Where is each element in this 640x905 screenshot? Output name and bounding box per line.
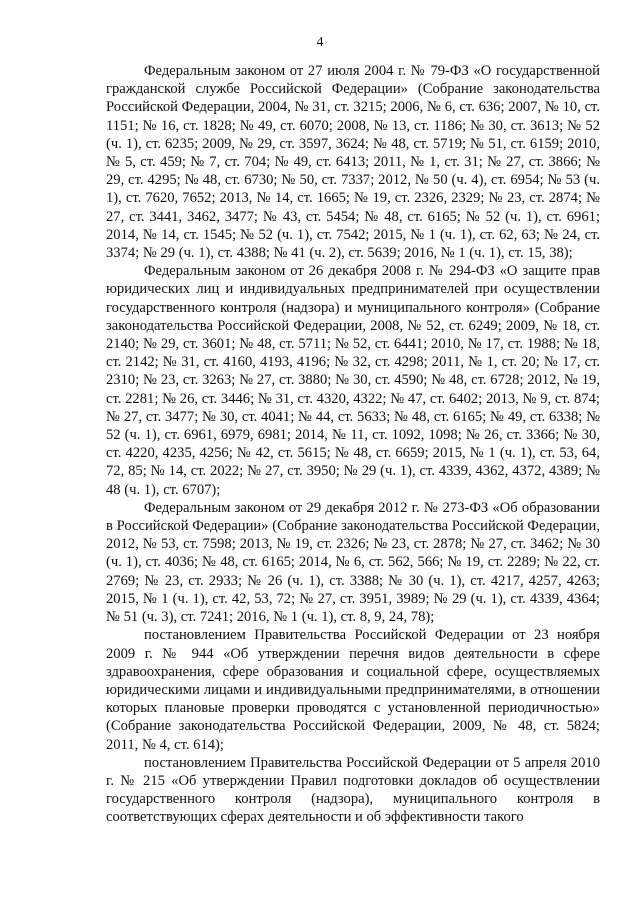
paragraph-federal-law-79fz: Федеральным законом от 27 июля 2004 г. № 79-ФЗ «О государственной гражданской службе Российской Федерации» (Собрание законодательства Российской Федерации, 2004, № 31, ст. 3215; 2006, № 6, ст. 636; 2007, № 10, ст. 1151; № 16, ст. 1828; № 49, ст. 6070; 2008, № 13, ст. 1186; № 30, ст. 3613; № 52 (ч. 1), ст. 6235; 2009, № 29, ст. 3597, 3624; № 48, ст. 5719; № 51, ст. 6159; 2010, № 5, ст. 459; № 7, ст. 704; № 49, ст. 6413; 2011, № 1, ст. 31; № 27, ст. 3866; № 29, ст. 4295; № 48, ст. 6730; № 50, ст. 7337; 2012, № 50 (ч. 4), ст. 6954; № 53 (ч. 1), ст. 7620, 7652; 2013, № 14, ст. 1665; № 19, ст. 2326, 2329; № 23, ст. 2874; № 27, ст. 3441, 3462, 3477; № 43, ст. 5454; № 48, ст. 6165; № 52 (ч. 1), ст. 6961; 2014, № 14, ст. 1545; № 52 (ч. 1), ст. 7542; 2015, № 1 (ч. 1), ст. 62, 63; № 24, ст. 3374; № 29 (ч. 1), ст. 4388; № 41 (ч. 2), ст. 5639; 2016, № 1 (ч. 1), ст. 15, 38); bbox=[106, 63, 600, 262]
paragraph-federal-law-273fz: Федеральным законом от 29 декабря 2012 г. № 273-ФЗ «Об образовании в Российской Федерации» (Собрание законодательства Российской Федерации, 2012, № 53, ст. 7598; 2013, № 19, ст. 2326; № 23, ст. 2878; № 27, ст. 3462; № 30 (ч. 1), ст. 4036; № 48, ст. 6165; 2014, № 6, ст. 562, 566; № 19, ст. 2289; № 22, ст. 2769; № 23, ст. 2933; № 26 (ч. 1), ст. 3388; № 30 (ч. 1), ст. 4217, 4257, 4263; 2015, № 1 (ч. 1), ст. 42, 53, 72; № 27, ст. 3951, 3989; № 29 (ч. 1), ст. 4339, 4364; № 51 (ч. 3), ст. 7241; 2016, № 1 (ч. 1), ст. 8, 9, 24, 78); bbox=[106, 499, 600, 626]
paragraph-federal-law-294fz: Федеральным законом от 26 декабря 2008 г. № 294-ФЗ «О защите прав юридических лиц и индивидуальных предпринимателей при осуществлении государственного контроля (надзора) и муниципального контроля» (Собрание законодательства Российской Федерации, 2008, № 52, ст. 6249; 2009, № 18, ст. 2140; № 29, ст. 3601; № 48, ст. 5711; № 52, ст. 6441; 2010, № 17, ст. 1988; № 18, ст. 2142; № 31, ст. 4160, 4193, 4196; № 32, ст. 4298; 2011, № 1, ст. 20; № 17, ст. 2310; № 23, ст. 3263; № 27, ст. 3880; № 30, ст. 4590; № 48, ст. 6728; 2012, № 19, ст. 2281; № 26, ст. 3446; № 31, ст. 4320, 4322; № 47, ст. 6402; 2013, № 9, ст. 874; № 27, ст. 3477; № 30, ст. 4041; № 44, ст. 5633; № 48, ст. 6165; № 49, ст. 6338; № 52 (ч. 1), ст. 6961, 6979, 6981; 2014, № 11, ст. 1092, 1098; № 26, ст. 3366; № 30, ст. 4220, 4235, 4256; № 42, ст. 5615; № 48, ст. 6659; 2015, № 1 (ч. 1), ст. 53, 64, 72, 85; № 14, ст. 2022; № 27, ст. 3950; № 29 (ч. 1), ст. 4339, 4362, 4372, 4389; № 48 (ч. 1), ст. 6707); bbox=[106, 263, 600, 498]
paragraph-government-decree-944: постановлением Правительства Российской Федерации от 23 ноября 2009 г. № 944 «Об утверждении перечня видов деятельности в сфере здравоохранения, сфере образования и социальной сфере, осуществляемых юридическими лицами и индивидуальными предпринимателями, в отношении которых плановые проверки проводятся с установленной периодичностью» (Собрание законодательства Российской Федерации, 2009, № 48, ст. 5824; 2011, № 4, ст. 614); bbox=[106, 627, 600, 753]
page-number: 4 bbox=[316, 35, 324, 50]
paragraph-government-decree-215: постановлением Правительства Российской Федерации от 5 апреля 2010 г. № 215 «Об утверждении Правил подготовки докладов об осуществлении государственного контроля (надзора), муниципального контроля в соответствующих сферах деятельности и об эффективности такого bbox=[106, 754, 600, 826]
document-body bbox=[106, 62, 600, 827]
